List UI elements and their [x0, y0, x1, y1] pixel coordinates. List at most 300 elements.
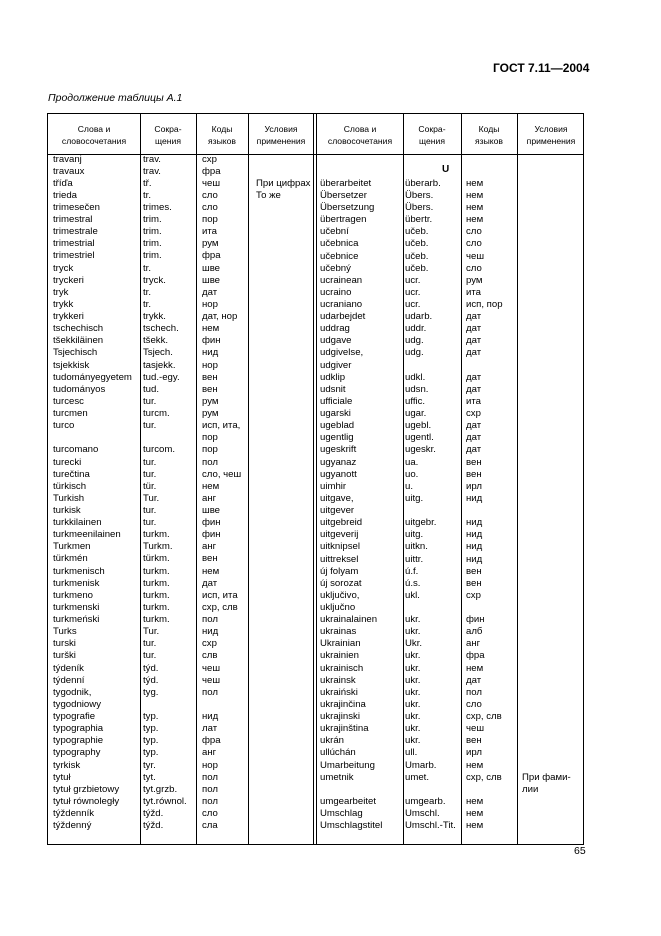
code-cell: пор	[202, 214, 218, 226]
abbr-cell: trim.	[143, 238, 162, 250]
code-cell: вен	[466, 565, 482, 577]
word-cell: učebnica	[320, 238, 359, 250]
table-row	[47, 154, 584, 166]
table-row	[47, 529, 584, 541]
table-row	[47, 735, 584, 747]
code-cell: нем	[466, 214, 484, 226]
word-cell: ukrajinski	[320, 711, 360, 723]
col-header-conditions-right: Условия применения	[526, 124, 576, 146]
section-letter: U	[442, 164, 450, 175]
word-cell: turecki	[53, 456, 82, 468]
page-number: 65	[574, 845, 586, 857]
code-cell: нем	[466, 662, 484, 674]
table-row	[47, 372, 584, 384]
code-cell: пор	[202, 432, 218, 444]
abbr-cell: ú.f.	[405, 565, 419, 577]
code-cell: лат	[202, 723, 218, 735]
word-cell: udsnit	[320, 383, 346, 395]
word-cell: Umschlag	[320, 808, 363, 820]
table-row	[47, 663, 584, 675]
code-cell: нем	[202, 323, 220, 335]
word-cell: tygodnik,	[53, 686, 92, 698]
abbr-cell: turkm.	[143, 529, 170, 541]
table-row	[47, 493, 584, 505]
word-cell: ukrainisch	[320, 662, 364, 674]
abbr-cell: tr.	[143, 189, 151, 201]
code-cell: анг	[202, 747, 217, 759]
abbr-cell: ukr.	[405, 650, 421, 662]
code-cell: фра	[202, 735, 221, 747]
code-cell: вен	[202, 553, 218, 565]
abbr-cell: tud.-egy.	[143, 371, 180, 383]
table-row	[47, 638, 584, 650]
word-cell: trieda	[53, 189, 77, 201]
abbr-cell: Umschl.-Tit.	[405, 820, 456, 832]
abbr-cell: trykk.	[143, 311, 166, 323]
word-cell: uključno	[320, 602, 356, 613]
abbr-cell: Umschl.	[405, 808, 440, 820]
abbr-cell: ugar.	[405, 408, 427, 420]
abbr-cell: ukl.	[405, 589, 420, 601]
col-header-codes-right: Коды языков	[475, 124, 503, 146]
abbr-cell: ukr.	[405, 614, 421, 626]
table-row	[47, 723, 584, 735]
abbr-cell: umet.	[405, 771, 429, 783]
code-cell: анг	[466, 638, 481, 650]
code-cell: шве	[202, 504, 221, 516]
abbr-cell: tur.	[143, 468, 157, 480]
word-cell: Umschlagstitel	[320, 820, 383, 832]
abbr-cell: ua.	[405, 456, 419, 468]
abbr-cell: uitg.	[405, 492, 424, 504]
abbr-cell: Tur.	[143, 492, 160, 504]
code-cell: схр, слв	[202, 601, 238, 613]
abbr-cell: trav.	[143, 153, 161, 165]
col-header-abbr-right: Сокра-щения	[418, 124, 446, 146]
table-row	[47, 747, 584, 759]
code-cell: дат	[466, 674, 482, 686]
code-cell: вен	[466, 735, 482, 747]
word-cell: turkmenski	[53, 601, 100, 613]
abbr-cell: ukr.	[405, 674, 421, 686]
abbr-cell: učeb.	[405, 238, 429, 250]
abbr-cell: tur.	[143, 504, 157, 516]
table-row	[47, 420, 584, 432]
code-cell: нем	[466, 189, 484, 201]
code-cell: ита	[202, 226, 217, 238]
abbr-cell: typ.	[143, 723, 159, 735]
word-cell: typographie	[53, 735, 104, 747]
word-cell: új folyam	[320, 565, 359, 577]
abbr-cell: turkm.	[143, 589, 170, 601]
word-cell: ugeskrift	[320, 444, 357, 456]
code-cell: ирл	[466, 747, 482, 759]
abbr-cell: tr.	[143, 286, 151, 298]
word-cell: turkmenisch	[53, 565, 105, 577]
code-cell: дат	[466, 371, 482, 383]
code-cell: рум	[202, 395, 219, 407]
code-cell: нем	[202, 480, 220, 492]
abbr-cell: ukr.	[405, 735, 421, 747]
table-row	[47, 505, 584, 517]
code-cell: фин	[466, 614, 485, 626]
condition-cell: При цифрах	[256, 177, 311, 189]
word-cell: udklip	[320, 371, 346, 383]
table-row	[47, 711, 584, 723]
code-cell: вен	[202, 383, 218, 395]
word-cell: ugentlig	[320, 432, 354, 444]
word-cell: tryckeri	[53, 274, 84, 286]
abbr-cell: Tsjech.	[143, 347, 173, 359]
word-cell: uitgever	[320, 505, 355, 517]
abbr-cell: tyg.	[143, 686, 159, 698]
word-cell: udgiver	[320, 359, 352, 371]
abbr-cell: učeb.	[405, 250, 429, 262]
table-row	[47, 263, 584, 275]
table-row	[47, 360, 584, 372]
word-cell: uimhir	[320, 480, 347, 492]
abbr-cell: trav.	[143, 165, 161, 177]
abbr-cell: übertr.	[405, 214, 433, 226]
code-cell: схр	[202, 153, 217, 165]
word-cell: trimestrial	[53, 238, 95, 250]
code-cell: вен	[466, 468, 482, 480]
code-cell: дат	[466, 311, 482, 323]
code-cell: нид	[466, 529, 483, 541]
abbr-cell: turkm.	[143, 614, 170, 626]
word-cell: turkmeński	[53, 614, 100, 626]
table-row	[47, 190, 584, 202]
table-row	[47, 578, 584, 590]
table-row	[47, 626, 584, 638]
word-cell: tryck	[53, 262, 74, 274]
word-cell: ugyanott	[320, 468, 357, 480]
condition-cell: То же	[256, 189, 281, 201]
abbr-cell: tyr.	[143, 759, 156, 771]
word-cell: turcmen	[53, 408, 88, 420]
code-cell: дат	[202, 577, 218, 589]
word-cell: türkmén	[53, 553, 88, 565]
code-cell: нор	[202, 759, 218, 771]
abbr-cell: ucr.	[405, 274, 421, 286]
code-cell: анг	[202, 541, 217, 553]
word-cell: travaux	[53, 165, 85, 177]
word-cell: turški	[53, 650, 76, 662]
code-cell: нем	[466, 177, 484, 189]
word-cell: trimestrale	[53, 226, 98, 238]
abbr-cell: tur.	[143, 456, 157, 468]
code-cell: чеш	[466, 250, 485, 262]
code-cell: фра	[202, 250, 221, 262]
table-row	[47, 287, 584, 299]
code-cell: чеш	[202, 177, 221, 189]
code-cell: сло	[202, 201, 218, 213]
word-cell: Turkish	[53, 492, 85, 504]
table-row	[47, 444, 584, 456]
word-cell: ukrainsk	[320, 674, 356, 686]
code-cell: фин	[202, 529, 221, 541]
abbr-cell: Übers.	[405, 189, 434, 201]
code-cell: дат	[466, 432, 482, 444]
table-row	[47, 590, 584, 602]
code-cell: вен	[202, 371, 218, 383]
word-cell: Umarbeitung	[320, 759, 375, 771]
table-row	[47, 808, 584, 820]
word-cell: tříďa	[53, 177, 73, 189]
code-cell: сло	[202, 189, 218, 201]
word-cell: übertragen	[320, 214, 367, 226]
code-cell: рум	[202, 408, 219, 420]
word-cell: turcomano	[53, 444, 99, 456]
word-cell: uitgeverij	[320, 529, 359, 541]
code-cell: пол	[202, 686, 218, 698]
abbr-cell: ú.s.	[405, 577, 421, 589]
code-cell: дат	[466, 383, 482, 395]
abbr-cell: u.	[405, 480, 414, 492]
gost-header: ГОСТ 7.11—2004	[493, 61, 590, 75]
code-cell: ирл	[466, 480, 482, 492]
word-cell: Übersetzung	[320, 202, 375, 214]
abbr-cell: tryck.	[143, 274, 166, 286]
word-cell: tsjekkisk	[53, 359, 90, 371]
word-cell: ullúchán	[320, 747, 356, 759]
abbr-cell: trim.	[143, 226, 162, 238]
table-row	[47, 650, 584, 662]
abbr-cell: tř.	[143, 177, 152, 189]
code-cell: чеш	[466, 723, 485, 735]
table-row	[47, 566, 584, 578]
word-cell: uitknipsel	[320, 541, 360, 553]
table-row	[47, 469, 584, 481]
table-row	[47, 481, 584, 493]
code-cell: сло	[466, 238, 482, 250]
abbr-cell: tud.	[143, 383, 160, 395]
word-cell: typography	[53, 747, 101, 759]
word-cell: trimestral	[53, 214, 93, 226]
word-cell: ugyanaz	[320, 456, 357, 468]
word-cell: tygodniowy	[53, 698, 101, 710]
word-cell: týdeník	[53, 662, 84, 674]
word-cell: tryk	[53, 286, 69, 298]
word-cell: turkmeenilainen	[53, 529, 121, 541]
col-header-abbr-left: Сокра-щения	[154, 124, 182, 146]
abbr-cell: ugeskr.	[405, 444, 436, 456]
abbr-cell: tur.	[143, 650, 157, 662]
code-cell: нем	[466, 820, 484, 832]
table-row	[47, 347, 584, 359]
col-header-codes-left: Коды языков	[208, 124, 236, 146]
abbr-cell: ukr.	[405, 698, 421, 710]
word-cell: ukrainas	[320, 626, 357, 638]
code-cell: нид	[466, 553, 483, 565]
word-cell: turkmenisk	[53, 577, 100, 589]
word-cell: új sorozat	[320, 577, 362, 589]
word-cell: trykkeri	[53, 311, 84, 323]
code-cell: рум	[202, 238, 219, 250]
code-cell: пол	[202, 456, 218, 468]
abbr-cell: turkm.	[143, 577, 170, 589]
word-cell: tyrkisk	[53, 759, 81, 771]
code-cell: сло	[466, 698, 482, 710]
word-cell: učebnice	[320, 250, 359, 262]
abbr-cell: turcm.	[143, 408, 170, 420]
table-row	[47, 408, 584, 420]
abbr-cell: ull.	[405, 747, 418, 759]
abbr-cell: umgearb.	[405, 795, 446, 807]
abbr-cell: typ.	[143, 711, 159, 723]
word-cell: Ukrainian	[320, 638, 361, 650]
word-cell: uitgebreid	[320, 517, 363, 529]
word-cell: uddrag	[320, 323, 350, 335]
word-cell: udgivelse,	[320, 347, 364, 359]
abbr-cell: tür.	[143, 480, 157, 492]
word-cell: ucrainean	[320, 274, 363, 286]
code-cell: дат	[466, 444, 482, 456]
word-cell: uitgave,	[320, 492, 354, 504]
code-cell: пол	[202, 771, 218, 783]
code-cell: дат	[466, 335, 482, 347]
code-cell: дат	[466, 347, 482, 359]
code-cell: алб	[466, 626, 483, 638]
abbr-cell: tyt.grzb.	[143, 783, 178, 795]
abbr-cell: udg.	[405, 335, 424, 347]
code-cell: нид	[466, 492, 483, 504]
word-cell: ukrajinčina	[320, 698, 366, 710]
word-cell: trimestriel	[53, 250, 95, 262]
code-cell: нем	[466, 795, 484, 807]
col-header-words-right: Слова и словосочетания	[327, 124, 393, 146]
code-cell: фра	[202, 165, 221, 177]
word-cell: trykk	[53, 298, 74, 310]
word-cell: uittreksel	[320, 553, 359, 565]
word-cell: tytuł równoległy	[53, 795, 120, 807]
code-cell: нем	[466, 202, 484, 214]
table-row	[47, 226, 584, 238]
word-cell: trimesečen	[53, 201, 100, 213]
code-cell: нор	[202, 298, 218, 310]
abbr-cell: ucr.	[405, 299, 421, 310]
code-cell: сло, чеш	[202, 468, 242, 480]
word-cell: tšekkiläinen	[53, 335, 104, 347]
code-cell: ита	[466, 286, 481, 298]
word-cell: uključivo,	[320, 589, 360, 601]
code-cell: шве	[202, 274, 221, 286]
abbr-cell: tur.	[143, 638, 157, 650]
col-header-conditions-left: Условия применения	[256, 124, 306, 146]
table-row	[47, 275, 584, 287]
word-cell: ukrán	[320, 735, 344, 747]
abbr-cell: uitkn.	[405, 541, 428, 553]
word-cell: Turks	[53, 626, 77, 638]
word-cell: ucraino	[320, 286, 352, 298]
abbr-cell: trim.	[143, 214, 162, 226]
table-row	[47, 311, 584, 323]
word-cell: tytuł	[53, 771, 71, 783]
abbr-cell: uffic.	[405, 395, 426, 407]
word-cell: turkmeno	[53, 589, 93, 601]
word-cell: ugarski	[320, 408, 351, 420]
word-cell: týždenník	[53, 807, 95, 819]
code-cell: сла	[202, 820, 218, 832]
table-row	[47, 687, 584, 699]
abbr-cell: ukr.	[405, 711, 421, 723]
abbr-cell: ucr.	[405, 286, 421, 298]
code-cell: сло	[202, 807, 218, 819]
code-cell: рум	[466, 274, 483, 286]
table-row	[47, 517, 584, 529]
abbr-cell: uitg.	[405, 529, 424, 541]
code-cell: фра	[466, 650, 485, 662]
word-cell: türkisch	[53, 480, 87, 492]
word-cell: travanj	[53, 153, 82, 165]
abbr-cell: tur.	[143, 420, 157, 432]
word-cell: tytuł grzbietowy	[53, 783, 120, 795]
table-row	[47, 384, 584, 396]
code-cell: дат	[466, 420, 482, 432]
abbr-cell: typ.	[143, 735, 159, 747]
word-cell: umgearbeitet	[320, 795, 376, 807]
abbr-cell: tschech.	[143, 323, 179, 335]
code-cell: нид	[466, 541, 483, 553]
word-cell: Tsjechisch	[53, 347, 98, 359]
word-cell: umetnik	[320, 771, 354, 783]
abbr-cell: trim.	[143, 250, 162, 262]
table-row	[47, 202, 584, 214]
word-cell: Turkmen	[53, 541, 91, 553]
word-cell: učební	[320, 226, 349, 238]
abbr-cell: udarb.	[405, 311, 433, 323]
code-cell: нид	[466, 517, 483, 529]
table-row	[47, 323, 584, 335]
abbr-cell: tur.	[143, 395, 157, 407]
code-cell: пол	[202, 783, 218, 795]
word-cell: tudományegyetem	[53, 371, 132, 383]
table-row	[47, 675, 584, 687]
abbr-cell: Übers.	[405, 202, 434, 214]
word-cell: turco	[53, 420, 75, 432]
abbr-cell: turcom.	[143, 444, 175, 456]
code-cell: шве	[202, 262, 221, 274]
code-cell: нид	[202, 711, 219, 723]
abbr-cell: týd.	[143, 674, 159, 686]
code-cell: дат, нор	[202, 311, 238, 323]
code-cell: чеш	[202, 674, 221, 686]
code-cell: схр	[466, 408, 481, 420]
table-row	[47, 820, 584, 832]
abbr-cell: trimes.	[143, 201, 172, 213]
table-row	[47, 614, 584, 626]
word-cell: turcesc	[53, 395, 84, 407]
table-frame	[47, 113, 584, 845]
condition-cell: При фами-	[522, 771, 571, 783]
abbr-cell: týžd.	[143, 820, 164, 832]
abbr-cell: typ.	[143, 747, 159, 759]
abbr-cell: türkm.	[143, 553, 170, 565]
word-cell: ugeblad	[320, 420, 355, 432]
word-cell: týdenní	[53, 674, 85, 686]
condition-cell: лии	[522, 783, 539, 795]
code-cell: схр, слв	[466, 711, 502, 723]
abbr-cell: tr.	[143, 298, 151, 310]
abbr-cell: učeb.	[405, 262, 429, 274]
code-cell: пол	[202, 795, 218, 807]
abbr-cell: učeb.	[405, 226, 429, 238]
code-cell: исп, ита	[202, 589, 238, 601]
word-cell: typographia	[53, 723, 104, 735]
table-row	[47, 699, 584, 711]
table-row	[47, 238, 584, 250]
word-cell: ukrainien	[320, 650, 359, 662]
